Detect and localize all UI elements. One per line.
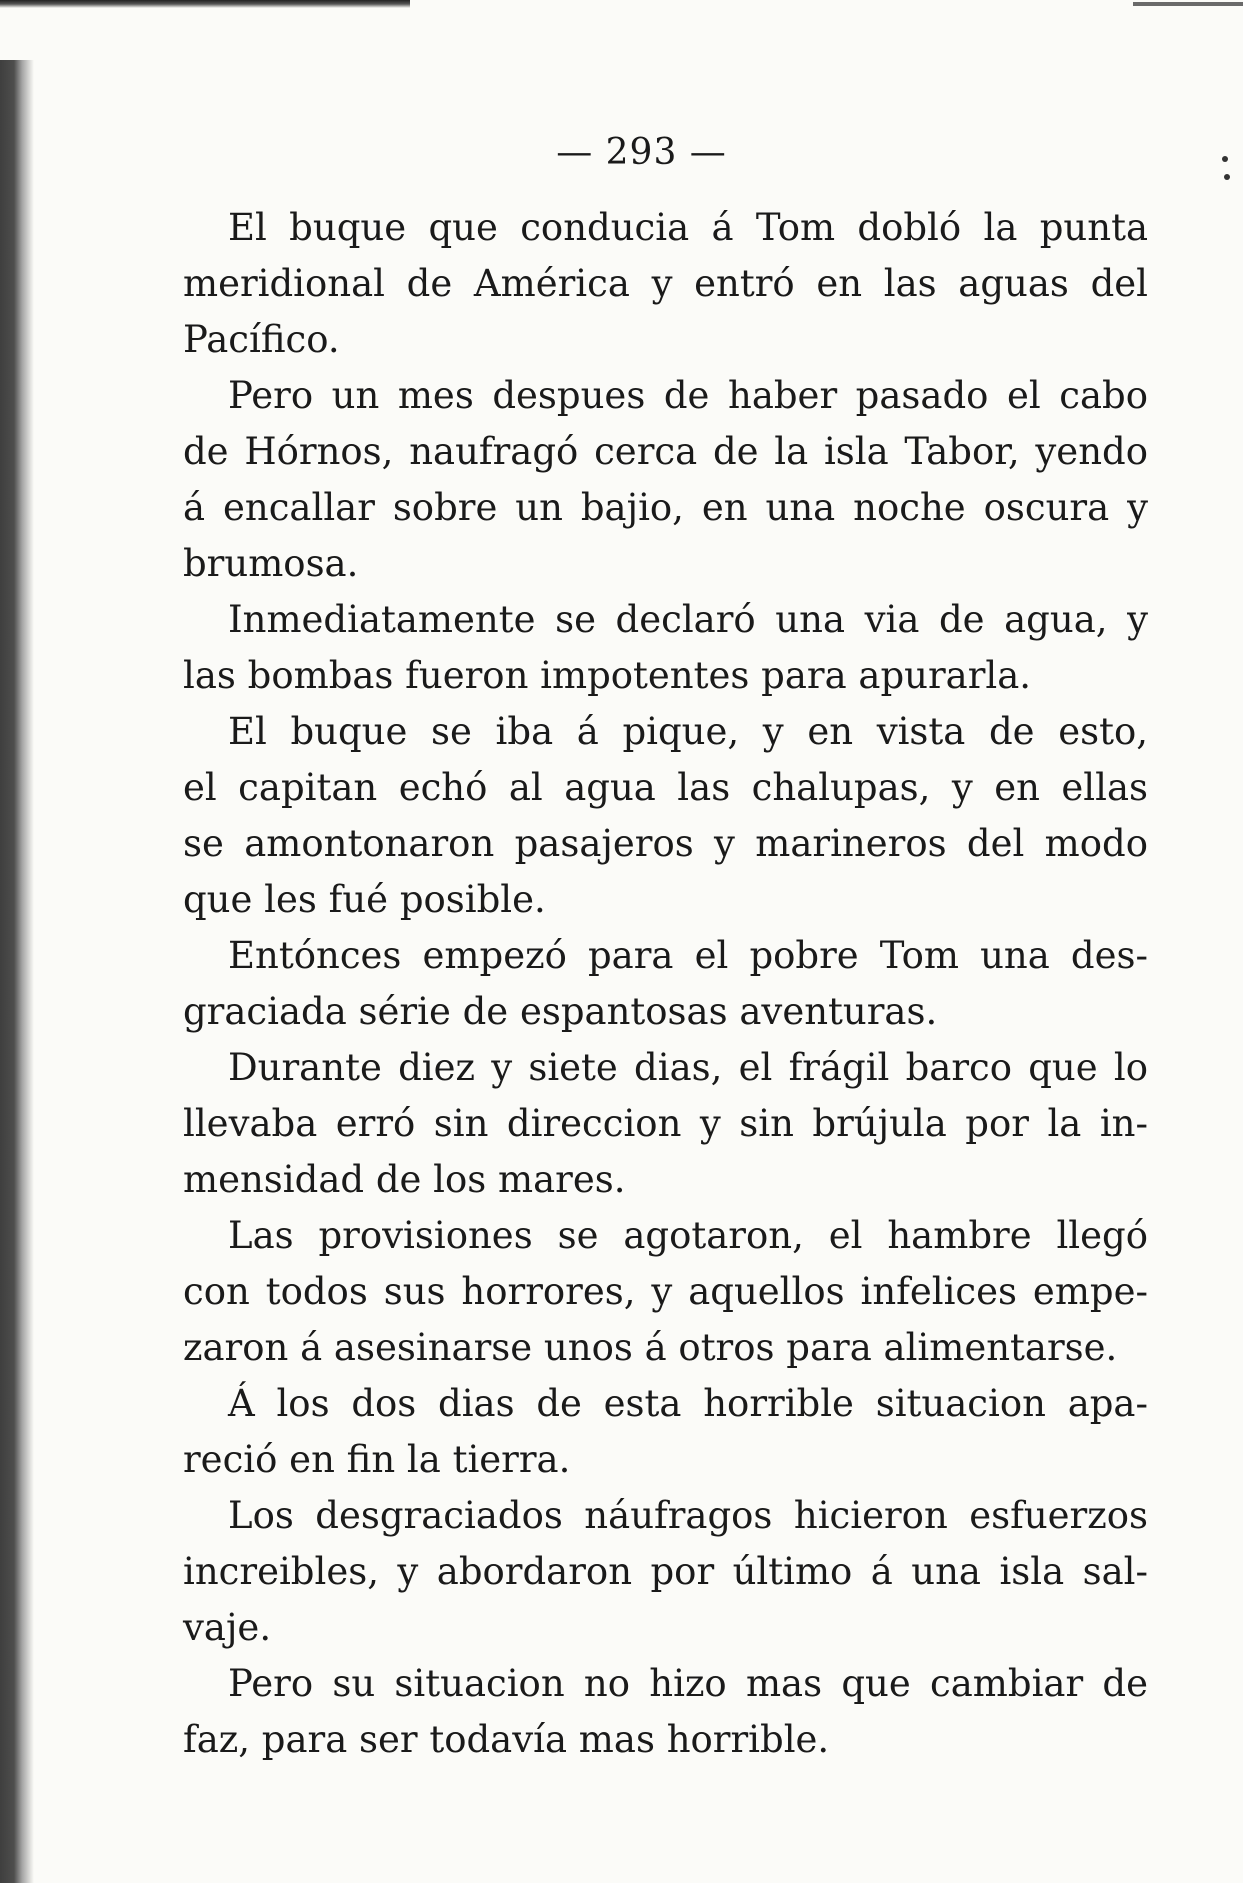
text-line: graciada série de espantosas aventuras. — [183, 990, 938, 1033]
text-line: zaron á asesinarse unos á otros para alimentarse. — [183, 1326, 1118, 1369]
text-line: llevaba erró sin direccion y sin brújula por la in- — [183, 1102, 1148, 1145]
paragraph-10 — [183, 1656, 1148, 1768]
binding-shadow — [0, 60, 34, 1883]
body-text — [183, 200, 1148, 1768]
text-line: las bombas fueron impotentes para apurarla. — [183, 654, 1032, 697]
paragraph-9 — [183, 1488, 1148, 1656]
text-line: se amontonaron pasajeros y marineros del modo — [183, 822, 1148, 865]
text-line: Inmediatamente se declaró una via de agua, y — [228, 598, 1148, 641]
top-edge-rule — [0, 0, 410, 8]
text-line: Entónces empezó para el pobre Tom una des- — [228, 934, 1148, 977]
page-number: — 293 — — [556, 132, 727, 173]
text-line: que les fué posible. — [183, 878, 546, 921]
text-line: reció en fin la tierra. — [183, 1438, 571, 1481]
paragraph-1 — [183, 200, 1148, 368]
text-line: increibles, y abordaron por último á una isla sal- — [183, 1550, 1148, 1593]
paragraph-4 — [183, 704, 1148, 928]
text-line: Los desgraciados náufragos hicieron esfuerzos — [228, 1494, 1148, 1537]
text-line: con todos sus horrores, y aquellos infelices empe- — [183, 1270, 1148, 1313]
text-line: á encallar sobre un bajio, en una noche oscura y — [183, 486, 1148, 529]
text-line: de Hórnos, naufragó cerca de la isla Tabor, yendo — [183, 430, 1148, 473]
text-line: El buque se iba á pique, y en vista de esto, — [228, 710, 1148, 753]
text-line: meridional de América y entró en las aguas del — [183, 262, 1148, 305]
text-line: vaje. — [183, 1606, 272, 1649]
text-line: faz, para ser todavía mas horrible. — [183, 1718, 830, 1761]
text-line: Pacífico. — [183, 318, 340, 361]
text-line: Las provisiones se agotaron, el hambre llegó — [228, 1214, 1148, 1257]
text-line: Á los dos dias de esta horrible situacion apa- — [228, 1382, 1148, 1425]
text-line: el capitan echó al agua las chalupas, y en ellas — [183, 766, 1148, 809]
paragraph-5 — [183, 928, 1148, 1040]
text-line: Pero un mes despues de haber pasado el cabo — [228, 374, 1148, 417]
text-line: El buque que conducia á Tom dobló la punta — [228, 206, 1148, 249]
text-line: Pero su situacion no hizo mas que cambiar de — [228, 1662, 1148, 1705]
text-line: Durante diez y siete dias, el frágil barco que lo — [228, 1046, 1148, 1089]
paragraph-2 — [183, 368, 1148, 592]
paragraph-3 — [183, 592, 1148, 704]
paragraph-8 — [183, 1376, 1148, 1488]
ink-speck — [1224, 174, 1230, 180]
text-line: brumosa. — [183, 542, 359, 585]
text-line: mensidad de los mares. — [183, 1158, 626, 1201]
top-right-edge-rule — [1133, 2, 1243, 6]
paragraph-6 — [183, 1040, 1148, 1208]
paragraph-7 — [183, 1208, 1148, 1376]
